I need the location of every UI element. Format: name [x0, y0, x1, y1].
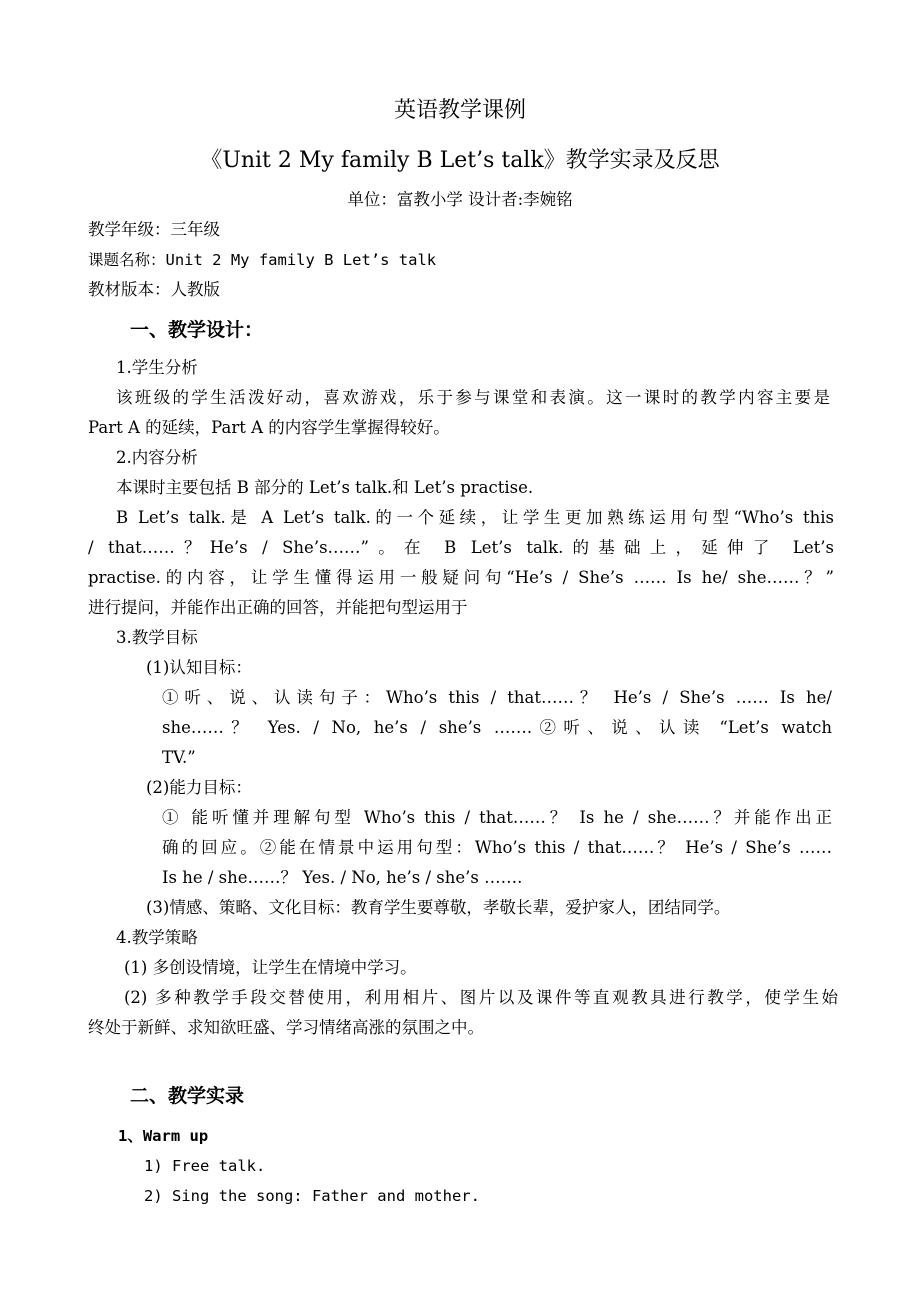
- ability-goal-line-1: ① 能听懂并理解句型 Who’s this / that……？ Is he / she……？并能作出正: [162, 808, 832, 827]
- ability-goal-line-2: 确的回应。②能在情景中运用句型：Who’s this / that……？ He’s / She’s ……: [162, 838, 832, 857]
- content-analysis-title: 2.内容分析: [116, 448, 198, 467]
- student-analysis-title: 1.学生分析: [116, 358, 198, 377]
- lesson-line: 课题名称：Unit 2 My family B Let’s talk: [88, 251, 437, 269]
- document-subtitle: 《Unit 2 My family B Let’s talk》教学实录及反思: [200, 148, 720, 173]
- strategy-item-1: (1) 多创设情境，让学生在情境中学习。: [124, 958, 417, 977]
- warmup-title: 1、Warm up: [118, 1127, 209, 1145]
- student-analysis-text-2: Part A 的延续，Part A 的内容学生掌握得较好。: [88, 418, 450, 437]
- cognitive-goal-title: (1)认知目标：: [146, 658, 252, 677]
- affective-goal: (3)情感、策略、文化目标：教育学生要尊敬，孝敬长辈，爱护家人，团结同学。: [146, 898, 731, 917]
- content-analysis-line-1: B Let’s talk.是 A Let’s talk.的一个延续，让学生更加熟练运用句型“Who’s this: [116, 508, 834, 527]
- strategy-title: 4.教学策略: [116, 928, 198, 947]
- cognitive-goal-line-2: she……？ Yes. / No, he’s / she’s …….②听、说、认读 “Let’s watch: [162, 718, 832, 737]
- student-analysis-text: 该班级的学生活泼好动，喜欢游戏，乐于参与课堂和表演。这一课时的教学内容主要是: [116, 388, 830, 407]
- content-analysis-line-2: / that……？He’s / She’s……”。在 B Let’s talk.的基础上，延伸了 Let’s: [88, 538, 834, 557]
- cognitive-goal-line-1: ①听、说、认读句子：Who’s this / that……？ He’s / She’s …… Is he/: [162, 688, 832, 707]
- section2-heading: 二、教学实录: [130, 1085, 245, 1107]
- content-analysis-line-3: practise.的内容，让学生懂得运用一般疑问句“He’s / She’s …… Is he/ she……？”: [88, 568, 834, 587]
- ability-goal-title: (2)能力目标：: [146, 778, 252, 797]
- warmup-item-2: 2) Sing the song: Father and mother.: [144, 1187, 480, 1205]
- grade-line: 教学年级：三年级: [88, 220, 220, 239]
- goals-title: 3.教学目标: [116, 628, 198, 647]
- section1-heading: 一、教学设计：: [130, 319, 264, 341]
- strategy-item-2-cont: 终处于新鲜、求知欲旺盛、学习情绪高涨的氛围之中。: [88, 1018, 484, 1037]
- edition-line: 教材版本：人教版: [88, 280, 220, 299]
- content-analysis-line-4: 进行提问，并能作出正确的回答，并能把句型运用于: [88, 598, 468, 617]
- strategy-item-2: (2) 多种教学手段交替使用，利用相片、图片以及课件等直观教具进行教学，使学生始: [124, 988, 838, 1007]
- document-title: 英语教学课例: [393, 98, 526, 123]
- content-analysis-text: 本课时主要包括 B 部分的 Let’s talk.和 Let’s practise.: [116, 478, 534, 497]
- ability-goal-line-3: Is he / she……？ Yes. / No, he’s / she’s …….: [162, 868, 523, 887]
- warmup-item-1: 1) Free talk.: [144, 1157, 266, 1175]
- cognitive-goal-line-3: TV.”: [162, 748, 196, 767]
- author-line: 单位：富教小学 设计者:李婉铭: [347, 190, 573, 209]
